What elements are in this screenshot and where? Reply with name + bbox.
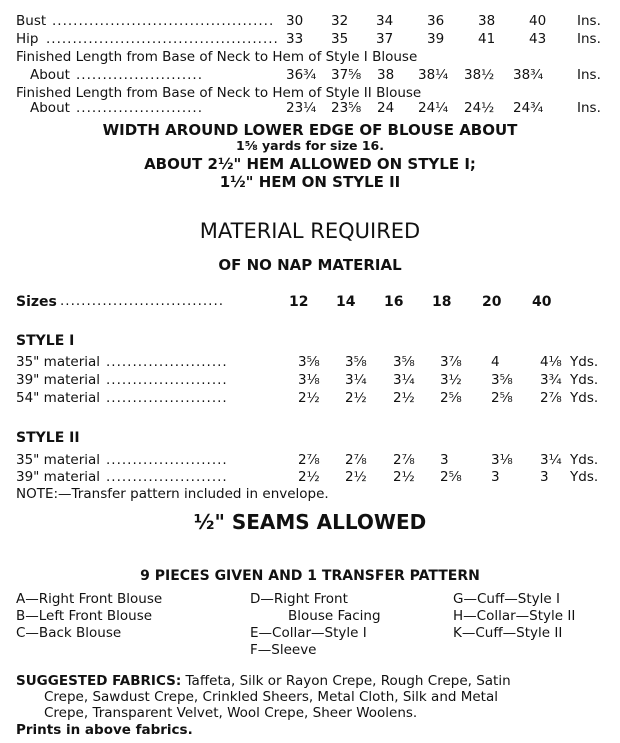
fabrics-label: SUGGESTED FABRICS: [16, 673, 182, 689]
style2-length-value: 23¼ [286, 100, 317, 116]
yardage-value: 3 [491, 469, 500, 485]
piece-k: K—Cuff—Style II [453, 625, 563, 641]
material-subtitle: OF NO NAP MATERIAL [218, 256, 402, 274]
piece-b: B—Left Front Blouse [16, 608, 153, 624]
yardage-value: 2⅞ [540, 390, 562, 406]
hip-label: Hip [16, 31, 39, 47]
hem-note-style2: 1½" HEM ON STYLE II [219, 173, 401, 191]
size-value: 20 [482, 294, 502, 310]
yardage-value: 3¼ [540, 452, 562, 468]
fabrics-line1 [16, 674, 511, 689]
pieces-title: 9 PIECES GIVEN AND 1 TRANSFER PATTERN [140, 568, 480, 584]
style1-leader: ........................ [76, 67, 203, 83]
yardage-value: 3 [440, 452, 449, 468]
style1-length-unit: Ins. [577, 67, 601, 83]
hip-value: 35 [331, 31, 349, 47]
yardage-unit: Yds. [570, 452, 599, 468]
style2-length-value: 24¾ [513, 100, 544, 116]
bust-value: 36 [427, 13, 445, 29]
bust-value: 38 [478, 13, 496, 29]
transfer-note: NOTE:—Transfer pattern included in envelope. [16, 486, 329, 502]
material-title: MATERIAL REQUIRED [199, 219, 421, 243]
yardage-value: 3⅝ [491, 372, 513, 388]
yardage-unit: Yds. [570, 372, 599, 388]
size-value: 18 [432, 294, 452, 310]
style1-heading: STYLE I [16, 333, 75, 349]
material-width-label: 54" material [16, 390, 101, 406]
piece-d-continued: Blouse Facing [288, 608, 381, 624]
yardage-value: 2⅞ [345, 452, 367, 468]
yardage-value: 2½ [393, 469, 415, 485]
style1-length-value: 38¾ [513, 67, 544, 83]
yardage-value: 3¾ [540, 372, 562, 388]
yardage-value: 2⅝ [440, 469, 462, 485]
material-width-label: 39" material [16, 469, 101, 485]
style1-length-heading: Finished Length from Base of Neck to Hem of Style I Blouse [16, 49, 418, 65]
width-note: WIDTH AROUND LOWER EDGE OF BLOUSE ABOUT [102, 121, 518, 139]
bust-leader: .......................................... [52, 13, 275, 29]
fabrics-text-1: Taffeta, Silk or Rayon Crepe, Rough Crepe, Satin [185, 673, 511, 689]
yardage-value: 3⅞ [440, 354, 462, 370]
prints-note: Prints in above fabrics. [16, 722, 193, 738]
yardage-unit: Yds. [570, 469, 599, 485]
hip-unit: Ins. [577, 31, 601, 47]
bust-unit: Ins. [577, 13, 601, 29]
yardage-value: 2⅝ [440, 390, 462, 406]
size-value: 16 [384, 294, 404, 310]
yards-note: 1⅝ yards for size 16. [236, 138, 384, 153]
piece-g: G—Cuff—Style I [453, 591, 560, 607]
fabrics-text-3: Crepe, Transparent Velvet, Wool Crepe, Sheer Woolens. [44, 705, 418, 721]
size-value: 12 [289, 294, 309, 310]
piece-e: E—Collar—Style I [250, 625, 367, 641]
style2-heading: STYLE II [16, 430, 80, 446]
row-leader: ....................... [106, 372, 228, 388]
yardage-value: 2½ [345, 390, 367, 406]
yardage-value: 2⅞ [393, 452, 415, 468]
sizes-leader: ............................... [60, 293, 225, 309]
yardage-value: 4 [491, 354, 500, 370]
bust-label: Bust [16, 13, 47, 29]
about-label: About [30, 100, 70, 116]
yardage-value: 2⅝ [491, 390, 513, 406]
hip-value: 37 [376, 31, 394, 47]
style2-length-value: 24 [377, 100, 395, 116]
yardage-value: 3 [540, 469, 549, 485]
yardage-value: 2½ [298, 390, 320, 406]
hip-value: 39 [427, 31, 445, 47]
row-leader: ....................... [106, 354, 228, 370]
size-value: 14 [336, 294, 356, 310]
style1-length-value: 36¾ [286, 67, 317, 83]
style2-length-value: 24¼ [418, 100, 449, 116]
material-width-label: 39" material [16, 372, 101, 388]
hem-note-style1: ABOUT 2½" HEM ALLOWED ON STYLE I; [144, 155, 476, 173]
style2-leader: ........................ [76, 100, 203, 116]
hip-leader: ............................................ [46, 31, 279, 47]
piece-a: A—Right Front Blouse [16, 591, 163, 607]
yardage-value: 2½ [393, 390, 415, 406]
style1-length-value: 38¼ [418, 67, 449, 83]
material-width-label: 35" material [16, 354, 101, 370]
yardage-unit: Yds. [570, 354, 599, 370]
piece-d: D—Right Front [250, 591, 348, 607]
row-leader: ....................... [106, 390, 228, 406]
style1-length-value: 37⅝ [331, 67, 362, 83]
style2-length-value: 23⅝ [331, 100, 362, 116]
piece-f: F—Sleeve [250, 642, 317, 658]
yardage-value: 2½ [345, 469, 367, 485]
yardage-value: 3⅝ [345, 354, 367, 370]
yardage-value: 3¼ [393, 372, 415, 388]
row-leader: ....................... [106, 469, 228, 485]
sizes-label: Sizes [16, 294, 57, 310]
bust-value: 34 [376, 13, 394, 29]
style2-length-unit: Ins. [577, 100, 601, 116]
yardage-unit: Yds. [570, 390, 599, 406]
yardage-value: 2½ [298, 469, 320, 485]
hip-value: 41 [478, 31, 496, 47]
yardage-value: 4⅛ [540, 354, 562, 370]
style2-length-heading: Finished Length from Base of Neck to Hem of Style II Blouse [16, 85, 422, 101]
hip-value: 43 [529, 31, 547, 47]
style1-length-value: 38½ [464, 67, 495, 83]
material-width-label: 35" material [16, 452, 101, 468]
bust-value: 32 [331, 13, 349, 29]
hip-value: 33 [286, 31, 304, 47]
bust-value: 40 [529, 13, 547, 29]
yardage-value: 3⅛ [491, 452, 513, 468]
about-label: About [30, 67, 70, 83]
style1-length-value: 38 [377, 67, 395, 83]
piece-h: H—Collar—Style II [453, 608, 576, 624]
piece-c: C—Back Blouse [16, 625, 122, 641]
row-leader: ....................... [106, 452, 228, 468]
seams-heading: ½" SEAMS ALLOWED [193, 510, 427, 534]
yardage-value: 3⅛ [298, 372, 320, 388]
yardage-value: 3½ [440, 372, 462, 388]
size-value: 40 [532, 294, 552, 310]
style2-length-value: 24½ [464, 100, 495, 116]
yardage-value: 3⅝ [393, 354, 415, 370]
yardage-value: 3⅝ [298, 354, 320, 370]
fabrics-text-2: Crepe, Sawdust Crepe, Crinkled Sheers, Metal Cloth, Silk and Metal [44, 689, 499, 705]
yardage-value: 3¼ [345, 372, 367, 388]
yardage-value: 2⅞ [298, 452, 320, 468]
bust-value: 30 [286, 13, 304, 29]
